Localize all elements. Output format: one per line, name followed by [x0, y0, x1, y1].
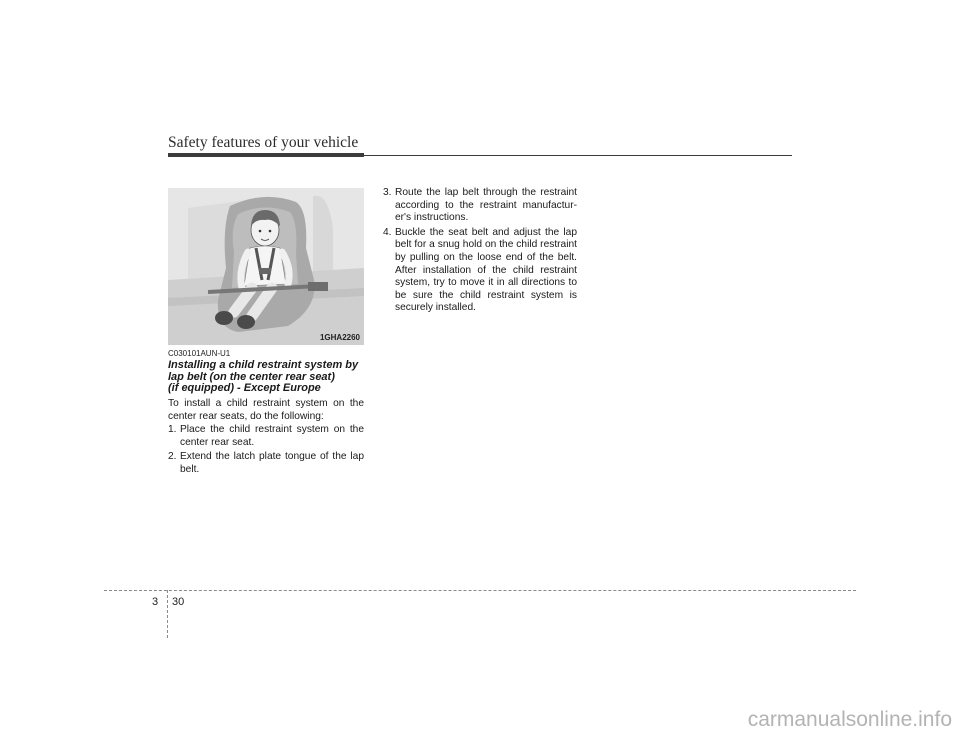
- step-number: 4.: [383, 226, 392, 238]
- site-watermark[interactable]: carmanualsonline.info: [747, 708, 952, 731]
- child-in-seat-drawing: [168, 188, 364, 345]
- step-item: [168, 451, 364, 476]
- intro-paragraph: To install a child restraint system on the center rear seats, do the following:: [168, 398, 364, 422]
- section-heading: [168, 360, 368, 395]
- header-rule-thin: [364, 155, 792, 156]
- footer-dashed-rule: [104, 590, 856, 591]
- step-number: 2.: [168, 451, 177, 463]
- step-text: Place the child restraint system on the center rear seat.: [180, 424, 364, 448]
- page-number: 30: [172, 596, 185, 608]
- step-number: 3.: [383, 187, 392, 198]
- steps-list-left: [168, 424, 364, 476]
- step-number: 1.: [168, 424, 177, 435]
- header-rule-thick: [168, 153, 364, 157]
- section-code: C030101AUN-U1: [168, 349, 231, 358]
- step-text: Route the lap belt through the restraint according to the restraint manufactur-er's instructions.: [395, 187, 577, 224]
- step-text: Extend the latch plate tongue of the lap belt.: [180, 451, 364, 475]
- figure-code-label: 1GHA2260: [319, 333, 360, 342]
- steps-list-right: [383, 187, 577, 315]
- page-header-title: Safety features of your vehicle: [168, 134, 359, 151]
- step-item: [383, 187, 577, 225]
- step-item: [383, 227, 577, 315]
- section-heading-line: lap belt (on the center rear seat): [168, 370, 335, 383]
- step-text: Buckle the seat belt and adjust the lap belt for a snug hold on the child restraint by pulling on the loose end of the belt. After installation of the child restraint system, try to move it in all directions to be sure the child restraint system is securely installed.: [395, 226, 577, 314]
- section-heading-line: (if equipped) - Except Europe: [168, 382, 321, 394]
- step-item: [168, 424, 364, 449]
- section-heading-line: Installing a child restraint system by: [168, 359, 359, 371]
- chapter-number: 3: [152, 596, 159, 608]
- child-seat-illustration: [168, 188, 364, 345]
- footer-vertical-dashed-rule: [167, 590, 168, 638]
